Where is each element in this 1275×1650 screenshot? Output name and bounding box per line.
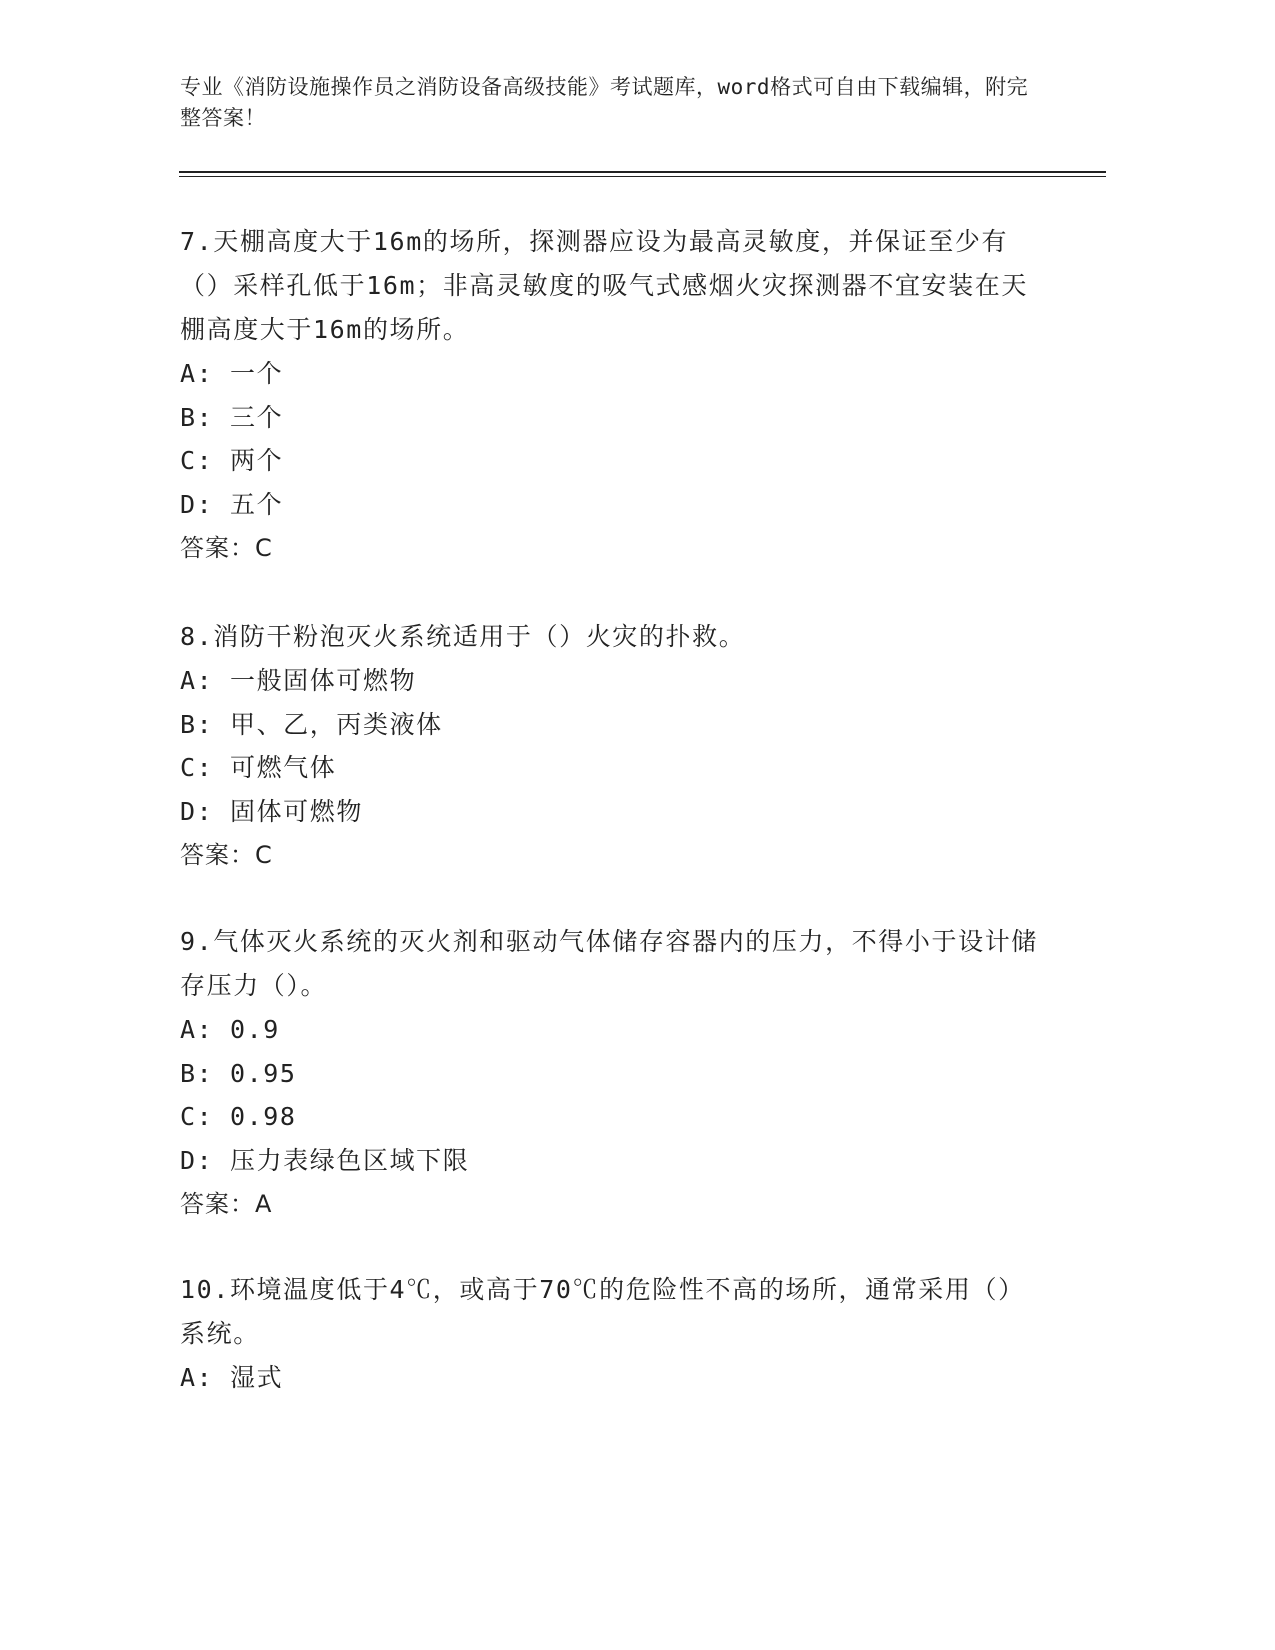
question-stem: 7.天棚高度大于16m的场所，探测器应设为最高灵敏度，并保证至少有（）采样孔低于16m；非高灵敏度的吸气式感烟火灾探测器不宜安装在天棚高度大于16m的场所。 bbox=[180, 227, 1028, 344]
question-7 bbox=[180, 220, 1040, 570]
header-divider bbox=[179, 171, 1106, 177]
option-c: C: 两个 bbox=[180, 446, 284, 475]
question-stem: 10.环境温度低于4℃，或高于70℃的危险性不高的场所，通常采用（）系统。 bbox=[180, 1275, 1025, 1348]
question-10 bbox=[180, 1268, 1040, 1400]
option-b: B: 甲、乙，丙类液体 bbox=[180, 709, 443, 739]
answer-line: 答案：C bbox=[180, 534, 273, 562]
question-stem: 9.气体灭火系统的灭火剂和驱动气体储存容器内的压力，不得小于设计储存压力（）。 bbox=[180, 927, 1038, 1000]
answer-line: 答案：A bbox=[180, 1190, 273, 1218]
question-9 bbox=[180, 920, 1040, 1226]
option-d: D: 固体可燃物 bbox=[180, 796, 363, 826]
question-8 bbox=[180, 615, 1040, 877]
option-b: B: 0.95 bbox=[180, 1058, 297, 1088]
option-d: D: 五个 bbox=[180, 489, 284, 519]
option-a: A: 一个 bbox=[180, 359, 284, 388]
answer-line: 答案：C bbox=[180, 841, 273, 869]
option-d: D: 压力表绿色区域下限 bbox=[180, 1145, 470, 1175]
option-a: A: 0.9 bbox=[180, 1015, 280, 1044]
option-b: B: 三个 bbox=[180, 402, 284, 432]
document-header: 专业《消防设施操作员之消防设备高级技能》考试题库，word格式可自由下载编辑，附完整答案！ bbox=[180, 75, 1029, 130]
question-stem: 8.消防干粉泡灭火系统适用于（）火灾的扑救。 bbox=[180, 622, 746, 651]
option-a: A: 一般固体可燃物 bbox=[180, 666, 417, 695]
option-a: A: 湿式 bbox=[180, 1363, 284, 1392]
option-c: C: 可燃气体 bbox=[180, 753, 337, 782]
option-c: C: 0.98 bbox=[180, 1102, 297, 1131]
